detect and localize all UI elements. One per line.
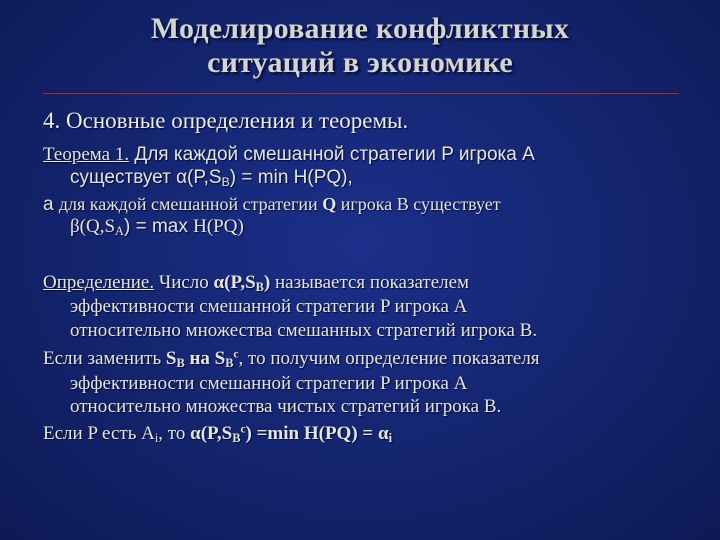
section-heading: 4. Основные определения и теоремы. xyxy=(43,108,409,133)
theorem-sub-b: B xyxy=(221,175,230,190)
definition-text-4-end: , то получим определение показателя xyxy=(238,348,540,369)
definition-sup-c: c xyxy=(233,348,239,361)
definition-label: Определение. xyxy=(43,272,155,293)
definition-sub-b2: B xyxy=(232,431,241,446)
theorem-text-2: существует α(P,S xyxy=(70,167,222,188)
definition-text-1-end: называется показателем xyxy=(270,272,470,293)
theorem-text-1: Для каждой смешанной стратегии P игрока A xyxy=(129,144,535,165)
definition-sub-b: B xyxy=(255,280,264,295)
title-line-2: ситуаций в экономике xyxy=(207,46,513,79)
title-line-1: Моделирование конфликтных xyxy=(150,12,570,45)
definition-sub-i: i xyxy=(154,431,159,446)
definition-text-7b: , то xyxy=(158,423,191,444)
definition-text-7c: ) =min H(PQ) = α xyxy=(245,423,389,444)
definition-text-4mid: на S xyxy=(184,348,226,369)
theorem-text-4c: H(PQ) xyxy=(193,216,244,237)
definition-sb-sub: B xyxy=(176,356,185,371)
theorem-text-3: для каждой смешанной стратегии xyxy=(58,194,323,214)
definition-line-6: относительно множества чистых стратегий игрока B. xyxy=(70,396,502,417)
definition-line-2: эффективности смешанной стратегии P игрока A xyxy=(70,296,468,317)
definition-sb: S xyxy=(165,348,177,369)
theorem-text-3a: а xyxy=(43,194,59,215)
slide-title xyxy=(0,12,720,80)
theorem-text-2-end: ) = min H(PQ), xyxy=(229,167,353,188)
definition-close: ) xyxy=(263,272,271,293)
theorem-text-4b: ) = max xyxy=(123,216,194,237)
definition-sup-c2: c xyxy=(240,423,246,436)
definition-sub-2: B xyxy=(225,356,234,371)
definition-line-1 xyxy=(43,272,720,294)
theorem-line-2 xyxy=(70,167,720,189)
theorem-line-1 xyxy=(43,144,720,166)
definition-sub-i2: i xyxy=(388,431,393,446)
theorem-line-3 xyxy=(43,194,720,216)
definition-line-7 xyxy=(43,423,720,445)
definition-text-4a: Если заменить xyxy=(43,348,166,369)
definition-alpha: α(P,S xyxy=(213,272,256,293)
theorem-label: Теорема 1. xyxy=(43,144,130,165)
definition-text-7a: Если P есть A xyxy=(43,423,155,444)
theorem-text-3q: Q xyxy=(322,194,337,214)
definition-line-5: эффективности смешанной стратегии P игрока A xyxy=(70,373,468,394)
theorem-text-3-end: игрока B существует xyxy=(336,194,501,214)
theorem-line-4 xyxy=(70,216,720,238)
definition-text-1: Число xyxy=(154,272,214,293)
theorem-sub-a: A xyxy=(115,224,124,239)
theorem-text-4a: β(Q,S xyxy=(70,216,116,237)
title-divider xyxy=(43,93,679,94)
definition-alpha-2: α(P,S xyxy=(190,423,233,444)
definition-line-3: относительно множества смешанных стратегий игрока B. xyxy=(70,320,538,341)
definition-line-4 xyxy=(43,348,720,370)
